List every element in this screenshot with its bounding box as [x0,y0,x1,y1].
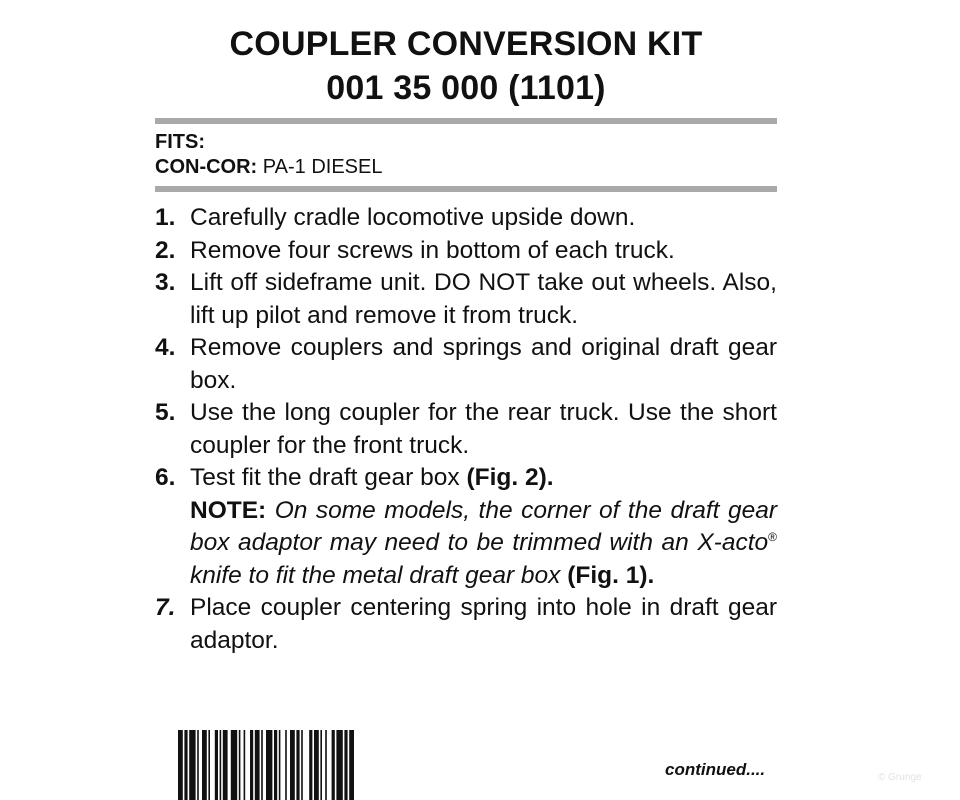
fits-section [155,124,777,186]
note-text-a: On some models, the corner of the draft gear box adaptor may need to be trimmed with an X-acto [190,496,777,556]
fig-1-reference: (Fig. 1). [567,561,655,589]
barcode-bar [239,730,241,800]
step-6-note [190,495,777,593]
barcode-bar [274,730,277,800]
continued-label: continued.... [665,760,766,779]
step-text: Remove couplers and springs and original draft gear box. [190,334,777,394]
barcode-bar [250,730,253,800]
divider-bottom [155,186,777,192]
barcode-bar [261,730,263,800]
step-number: 6. [155,464,176,491]
registered-mark: ® [768,529,777,544]
barcode [178,730,458,800]
fig-2-reference: (Fig. 2). [466,464,554,491]
barcode-bar [184,730,187,800]
step-text [190,462,777,592]
title-line-1: COUPLER CONVERSION KIT [229,25,703,63]
step-number: 3. [155,269,176,296]
barcode-bar [336,730,342,800]
step-4 [155,332,777,397]
step-text: Use the long coupler for the rear truck. Use the short coupler for the front truck. [190,399,777,459]
barcode-bar [220,730,222,800]
barcode-bar [189,730,195,800]
barcode-bar [285,730,287,800]
barcode-bar [178,730,183,800]
steps-list [155,202,777,657]
barcode-bar [266,730,272,800]
barcode-bar [309,730,312,800]
step-3 [155,267,777,332]
barcode-bar [349,730,354,800]
step-text: Remove four screws in bottom of each truck. [190,236,675,264]
barcode-bar [208,730,210,800]
step-1 [155,202,777,235]
barcode-bars [178,730,354,800]
step-2 [155,235,777,268]
barcode-bar [332,730,335,800]
step-5 [155,397,777,462]
barcode-bar [290,730,295,800]
step-number: 7. [155,594,176,621]
fits-label: FITS: [155,131,205,153]
barcode-bar [314,730,319,800]
note-label: NOTE: [190,496,267,524]
step-number: 2. [155,236,176,264]
step-number: 1. [155,204,176,231]
barcode-bar [231,730,237,800]
fits-model: PA-1 DIESEL [262,156,383,178]
step-7 [155,592,777,657]
barcode-bar [202,730,207,800]
barcode-bar [244,730,246,800]
barcode-bar [197,730,199,800]
barcode-bar [325,730,327,800]
barcode-bar [296,730,299,800]
step-number: 5. [155,399,176,426]
barcode-bar [320,730,322,800]
note-text-b: knife to fit the metal draft gear box [190,561,561,589]
fits-maker: CON-COR: [155,156,258,178]
step-text: Carefully cradle locomotive upside down. [190,204,636,231]
barcode-bar [301,730,303,800]
step-6 [155,462,777,592]
barcode-bar [279,730,281,800]
instruction-sheet [155,22,777,657]
step-text: Lift off sideframe unit. DO NOT take out wheels. Also, lift up pilot and remove it from truck. [190,269,777,329]
title-line-2: 001 35 000 (1101) [326,69,606,107]
watermark: © Grunge [878,772,922,783]
barcode-bar [215,730,218,800]
barcode-bar [344,730,347,800]
barcode-bar [223,730,228,800]
step-6-text: Test fit the draft gear box [190,464,460,491]
step-number: 4. [155,334,176,361]
barcode-bar [255,730,260,800]
step-text: Place coupler centering spring into hole in draft gear adaptor. [190,594,777,654]
